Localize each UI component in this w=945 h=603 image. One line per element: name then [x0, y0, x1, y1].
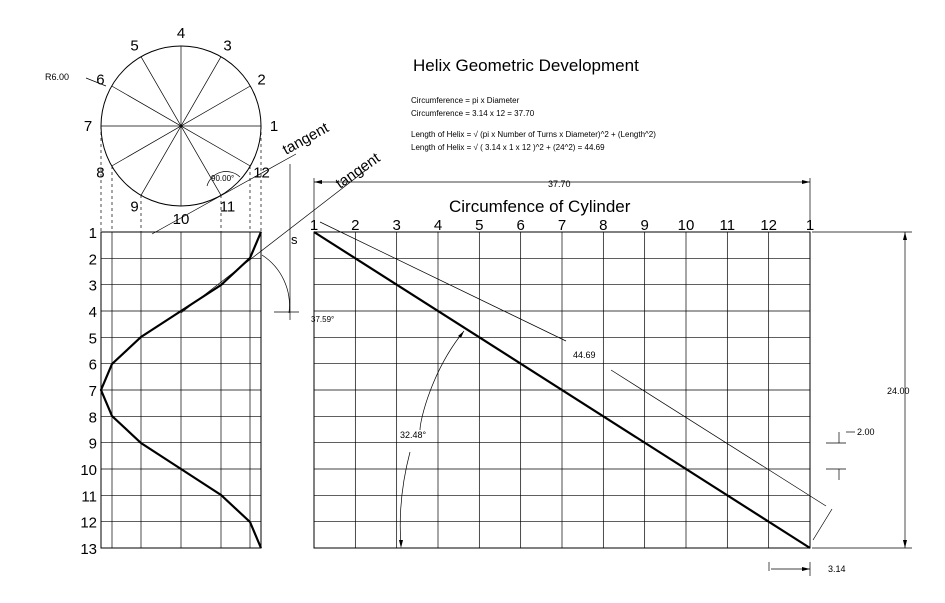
right-angle-label: 90.00°	[211, 174, 235, 183]
arrow-head	[399, 540, 403, 548]
tangent-angle-arc	[262, 255, 289, 313]
side-view-grid	[80, 225, 261, 558]
circle-division-label: 3	[223, 37, 232, 55]
development-grid	[310, 197, 814, 548]
row-labels	[80, 225, 97, 558]
circle-division-label: 11	[219, 198, 236, 216]
circle-division-label: 9	[130, 198, 139, 216]
row-label: 11	[81, 488, 97, 506]
circle-division-label: 6	[96, 71, 105, 89]
row-label: 2	[88, 251, 97, 269]
row-label: 6	[88, 356, 97, 374]
arrow-head	[903, 540, 907, 548]
column-label: 4	[433, 217, 443, 234]
grid-title: Circumfence of Cylinder	[449, 197, 631, 216]
column-label: 5	[475, 217, 484, 234]
dimensions	[314, 178, 912, 576]
row-label: 4	[88, 304, 97, 321]
arrow-head	[903, 232, 907, 240]
tangent-label-1: tangent	[279, 119, 332, 159]
circumference-value: 37.70	[548, 179, 571, 189]
tangent-angle-label: 37.59°	[311, 315, 335, 324]
column-label: 12	[760, 217, 778, 234]
row-label: 8	[88, 409, 97, 427]
circle-view	[45, 25, 278, 228]
formula-line-4: Length of Helix = √ ( 3.14 x 1 x 12 )^2 + (24^2) = 44.69	[411, 143, 605, 152]
side-grid-lines	[101, 232, 261, 548]
column-label: 6	[516, 217, 525, 234]
column-labels	[310, 217, 814, 234]
formula-line-1: Circumference = pi x Diameter	[411, 96, 520, 105]
column-label: 9	[640, 217, 649, 234]
helix-length-dimension-line	[320, 222, 566, 341]
arrow-head	[802, 567, 810, 571]
row-label: 3	[88, 277, 97, 295]
row-label: 13	[80, 541, 97, 558]
column-label: 8	[599, 217, 608, 234]
row-label: 1	[88, 225, 97, 242]
arrow-head	[802, 180, 810, 184]
circle-spokes	[101, 46, 261, 206]
column-label: 3	[392, 217, 401, 234]
drawing-title: Helix Geometric Development	[413, 56, 639, 75]
helix-angle-arc	[420, 331, 464, 430]
row-label: 9	[88, 435, 97, 453]
circle-division-label: 4	[176, 25, 186, 42]
row-label: 5	[88, 330, 97, 348]
column-label: 7	[557, 217, 567, 234]
formula-line-2: Circumference = 3.14 x 12 = 37.70	[411, 109, 535, 118]
radius-label: R6.00	[45, 72, 70, 82]
row-label: 7	[88, 383, 97, 400]
circle-tangent-line	[152, 154, 296, 234]
column-label: 10	[677, 217, 695, 234]
row-pitch-value: 2.00	[857, 427, 875, 437]
column-label: 2	[351, 217, 360, 234]
column-label: 1	[805, 217, 815, 234]
helix-length-extension	[813, 509, 832, 540]
height-value: 24.00	[887, 386, 910, 396]
curve-tangent-line	[181, 170, 366, 313]
row-label: 12	[80, 514, 97, 532]
circle-division-label: 2	[257, 71, 266, 89]
helix-angle-arc	[400, 452, 410, 546]
circle-division-label: 8	[96, 164, 105, 182]
row-label: 10	[80, 462, 97, 479]
column-label: 1	[309, 217, 319, 234]
circle-division-label: 1	[269, 118, 279, 135]
circle-division-label: 12	[253, 164, 270, 182]
formula-line-3: Length of Helix = √ (pi x Number of Turns x Diameter)^2 + (Length^2)	[411, 130, 656, 139]
arrow-head	[314, 180, 322, 184]
tangent-label-2: tangent	[332, 149, 384, 193]
circle-division-label: 7	[83, 118, 93, 135]
helix-length-dimension-line	[611, 370, 826, 506]
helix-angle-value: 32.48°	[400, 430, 427, 440]
column-pitch-value: 3.14	[828, 564, 846, 574]
circle-division-label: 10	[172, 211, 190, 228]
helix-length-value: 44.69	[573, 350, 596, 360]
column-label: 11	[719, 217, 736, 234]
circle-division-label: 5	[130, 37, 139, 55]
s-label: s	[291, 232, 298, 247]
